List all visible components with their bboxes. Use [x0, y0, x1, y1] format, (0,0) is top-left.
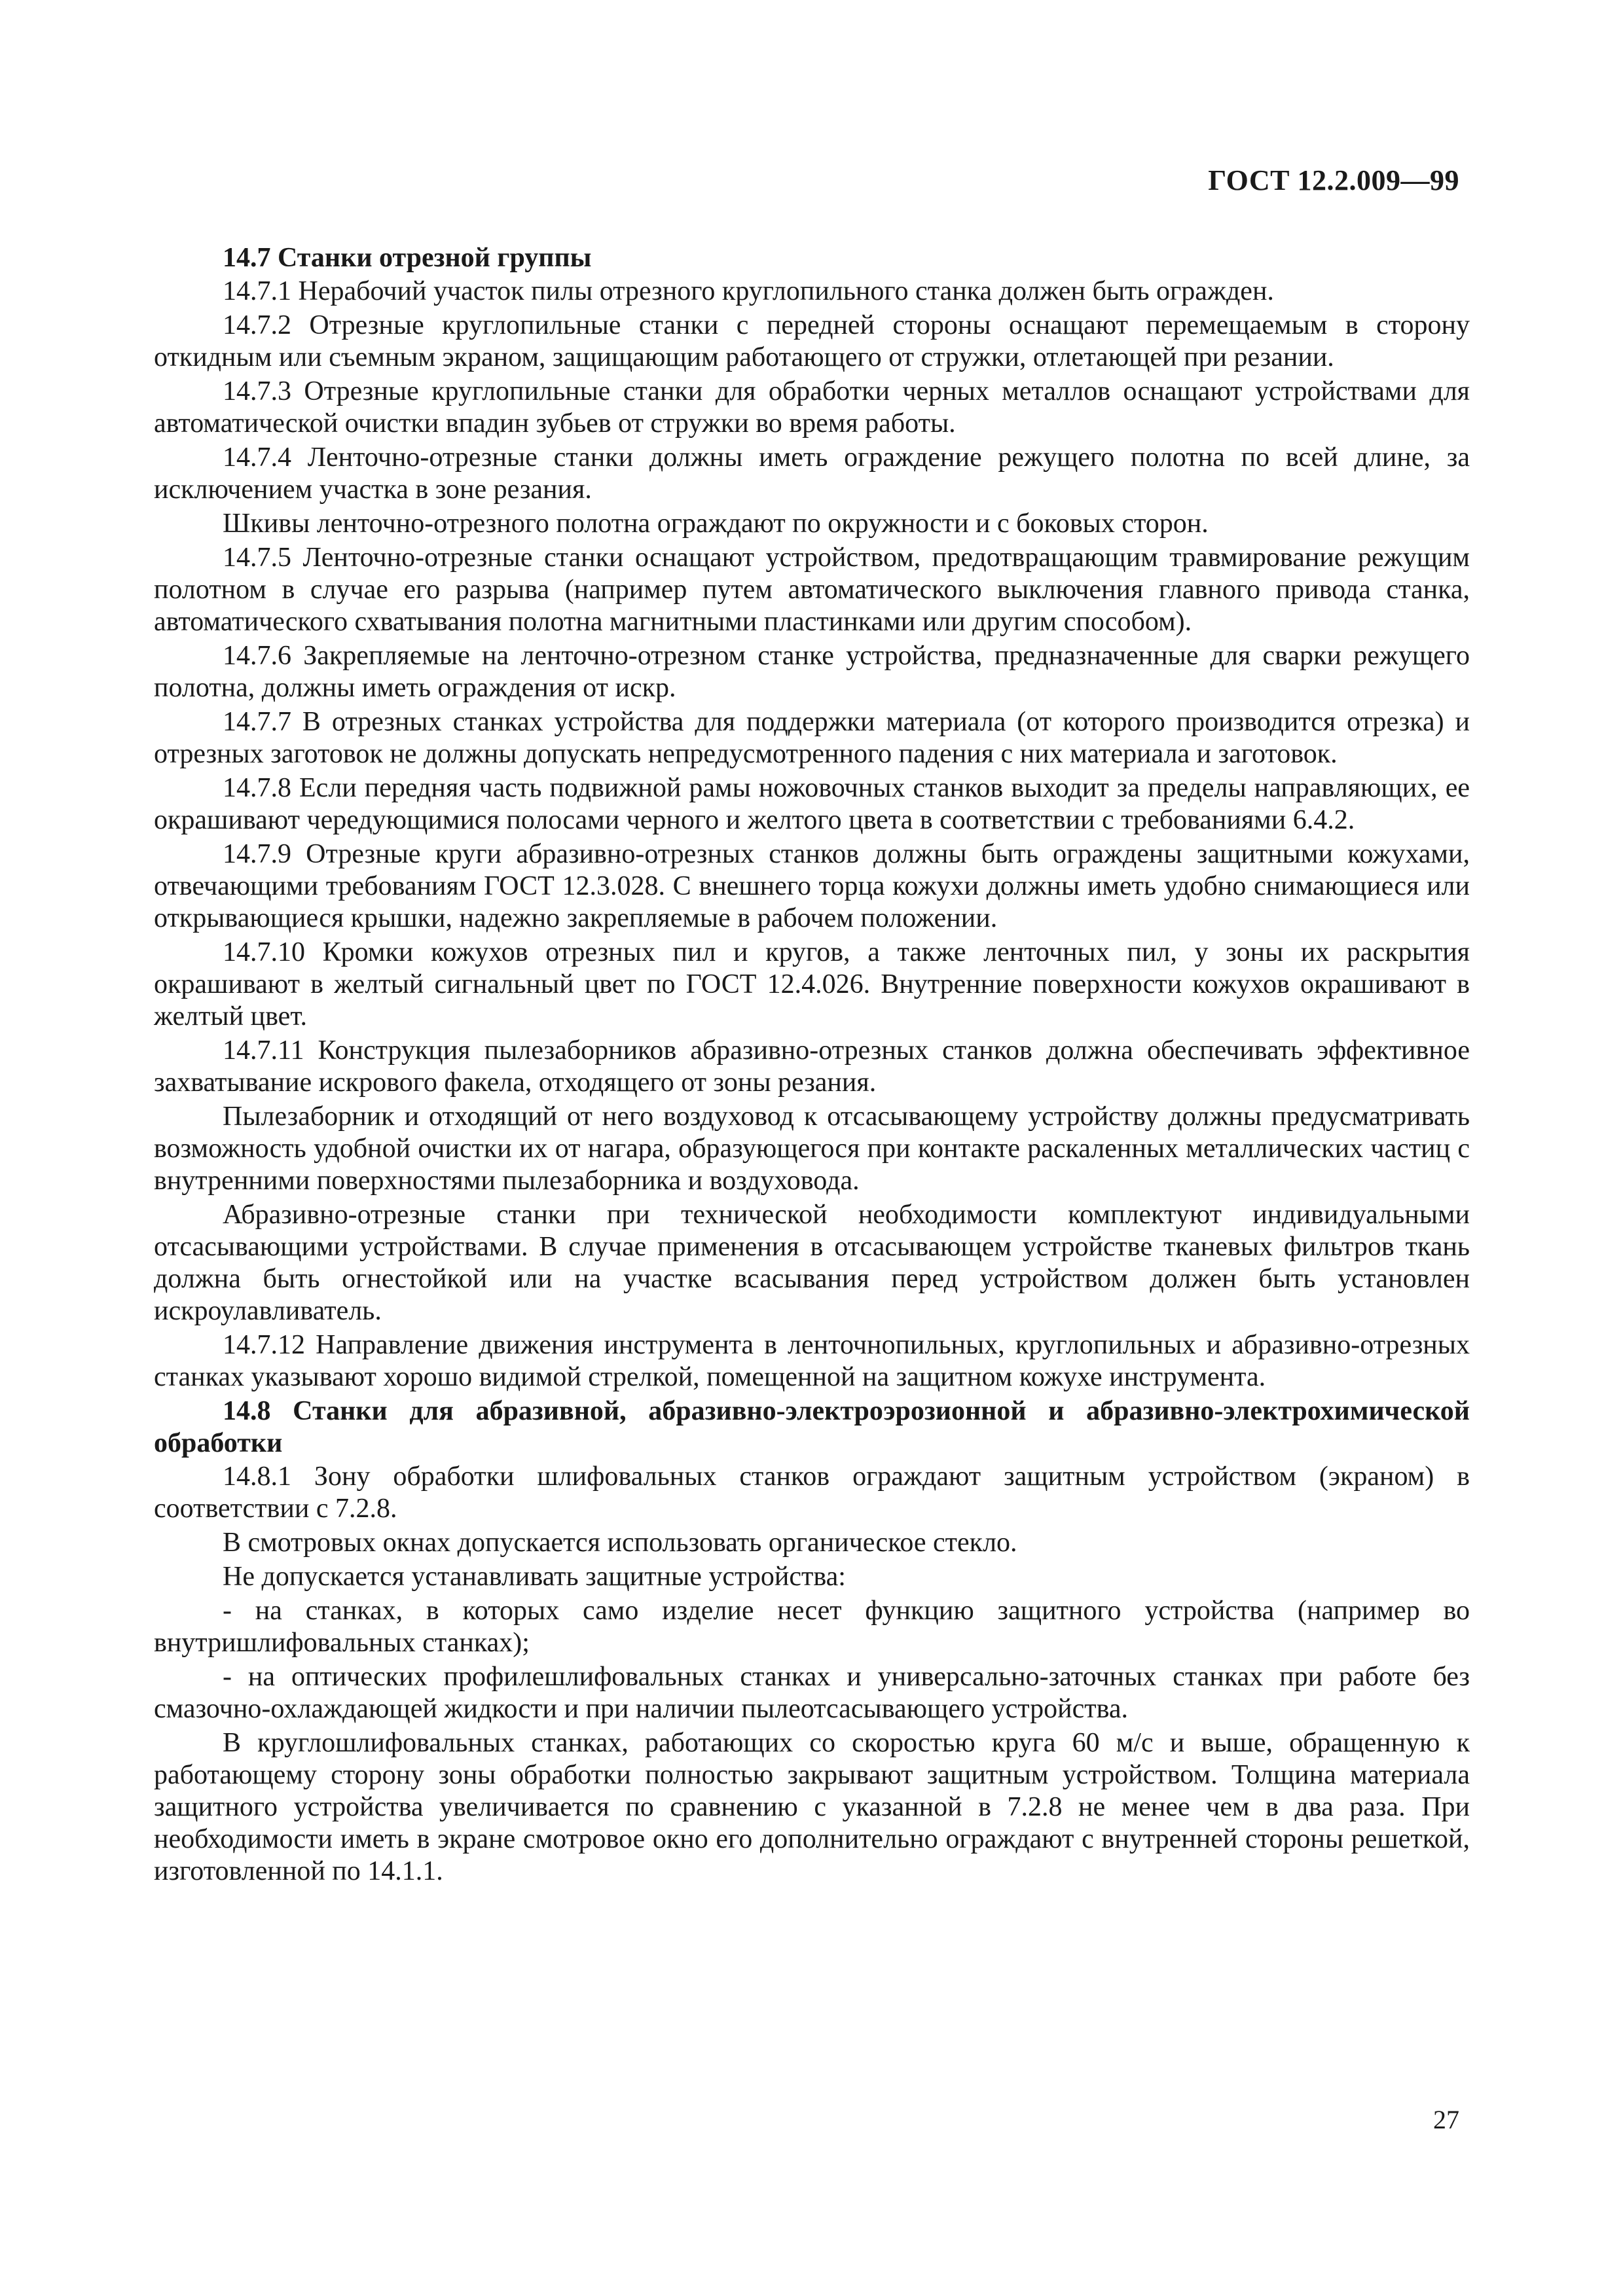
- paragraph: 14.7.9 Отрезные круги абразивно-отрезных станков должны быть ограждены защитными кожухами, отвечающими требованиям ГОСТ 12.3.028. С внешнего торца кожухи должны иметь удобно снимающиеся или открывающиеся крышки, надежно закрепляемые в рабочем положении.: [154, 839, 1470, 933]
- document-code: ГОСТ 12.2.009—99: [1208, 164, 1459, 196]
- section-title: 14.7 Станки отрезной группы: [223, 243, 592, 273]
- paragraph: 14.7.8 Если передняя часть подвижной рамы ножовочных станков выходит за пределы направляющих, ее окрашивают чередующимися полосами черного и желтого цвета в соответствии с требованиями 6.4.2.: [154, 773, 1470, 835]
- paragraph: 14.7.10 Кромки кожухов отрезных пил и кругов, а также ленточных пил, у зоны их раскрытия окрашивают в желтый сигнальный цвет по ГОСТ 12.4.026. Внутренние поверхности кожухов окрашивают в желтый цвет.: [154, 937, 1470, 1031]
- document-body: [154, 242, 1470, 1890]
- paragraph: 14.7.2 Отрезные круглопильные станки с передней стороны оснащают перемещаемым в сторону откидным или съемным экраном, защищающим работающего от стружки, отлетающей при резании.: [154, 310, 1470, 372]
- paragraph: 14.7.3 Отрезные круглопильные станки для обработки черных металлов оснащают устройствами для автоматической очистки впадин зубьев от стружки во время работы.: [154, 376, 1470, 439]
- paragraph: 14.7.6 Закрепляемые на ленточно-отрезном станке устройства, предназначенные для сварки режущего полотна, должны иметь ограждения от искр.: [154, 641, 1470, 703]
- paragraph: 14.7.7 В отрезных станках устройства для поддержки материала (от которого производится отрезка) и отрезных заготовок не должны допускать непредусмотренного падения с них материала и заготовок.: [154, 707, 1470, 769]
- list-item: - на станках, в которых само изделие несет функцию защитного устройства (например во внутришлифовальных станках);: [154, 1596, 1470, 1658]
- paragraph: Абразивно-отрезные станки при технической необходимости комплектуют индивидуальными отсасывающими устройствами. В случае применения в отсасывающем устройстве тканевых фильтров ткань должна быть огнестойкой или на участке всасывания перед устройством должен быть установлен искроулавливатель.: [154, 1200, 1470, 1326]
- paragraph: В смотровых окнах допускается использовать органическое стекло.: [223, 1528, 1017, 1558]
- paragraph: Шкивы ленточно-отрезного полотна ограждают по окружности и с боковых сторон.: [223, 509, 1209, 539]
- paragraph: 14.7.1 Нерабочий участок пилы отрезного круглопильного станка должен быть огражден.: [223, 276, 1274, 306]
- paragraph: 14.8.1 Зону обработки шлифовальных станков ограждают защитным устройством (экраном) в соответствии с 7.2.8.: [154, 1462, 1470, 1524]
- paragraph: Не допускается устанавливать защитные устройства:: [223, 1562, 846, 1592]
- list-item: - на оптических профилешлифовальных станках и универсально-заточных станках при работе без смазочно-охлаждающей жидкости и при наличии пылеотсасывающего устройства.: [154, 1662, 1470, 1724]
- paragraph: Пылезаборник и отходящий от него воздуховод к отсасывающему устройству должны предусматривать возможность удобной очистки их от нагара, образующегося при контакте раскаленных металлических частиц с внутренними поверхностями пылезаборника и воздуховода.: [154, 1102, 1470, 1196]
- paragraph: 14.7.12 Направление движения инструмента в ленточнопильных, круглопильных и абразивно-отрезных станках указывают хорошо видимой стрелкой, помещенной на защитном кожухе инструмента.: [154, 1330, 1470, 1392]
- section-title: 14.8 Станки для абразивной, абразивно-электроэрозионной и абразивно-электрохимической обработки: [154, 1396, 1470, 1458]
- page-number: 27: [1433, 2105, 1459, 2134]
- paragraph: 14.7.11 Конструкция пылезаборников абразивно-отрезных станков должна обеспечивать эффективное захватывание искрового факела, отходящего от зоны резания.: [154, 1035, 1470, 1098]
- paragraph: В круглошлифовальных станках, работающих со скоростью круга 60 м/с и выше, обращенную к работающему сторону зоны обработки полностью закрывают защитным устройством. Толщина материала защитного устройства увеличивается по сравнению с указанной в 7.2.8 не менее чем в два раза. При необходимости иметь в экране смотровое окно его дополнительно ограждают с внутренней стороны решеткой, изготовленной по 14.1.1.: [154, 1728, 1470, 1886]
- paragraph: 14.7.4 Ленточно-отрезные станки должны иметь ограждение режущего полотна по всей длине, за исключением участка в зоне резания.: [154, 442, 1470, 505]
- paragraph: 14.7.5 Ленточно-отрезные станки оснащают устройством, предотвращающим травмирование режущим полотном в случае его разрыва (например путем автоматического выключения главного привода станка, автоматического схватывания полотна магнитными пластинками или другим способом).: [154, 543, 1470, 637]
